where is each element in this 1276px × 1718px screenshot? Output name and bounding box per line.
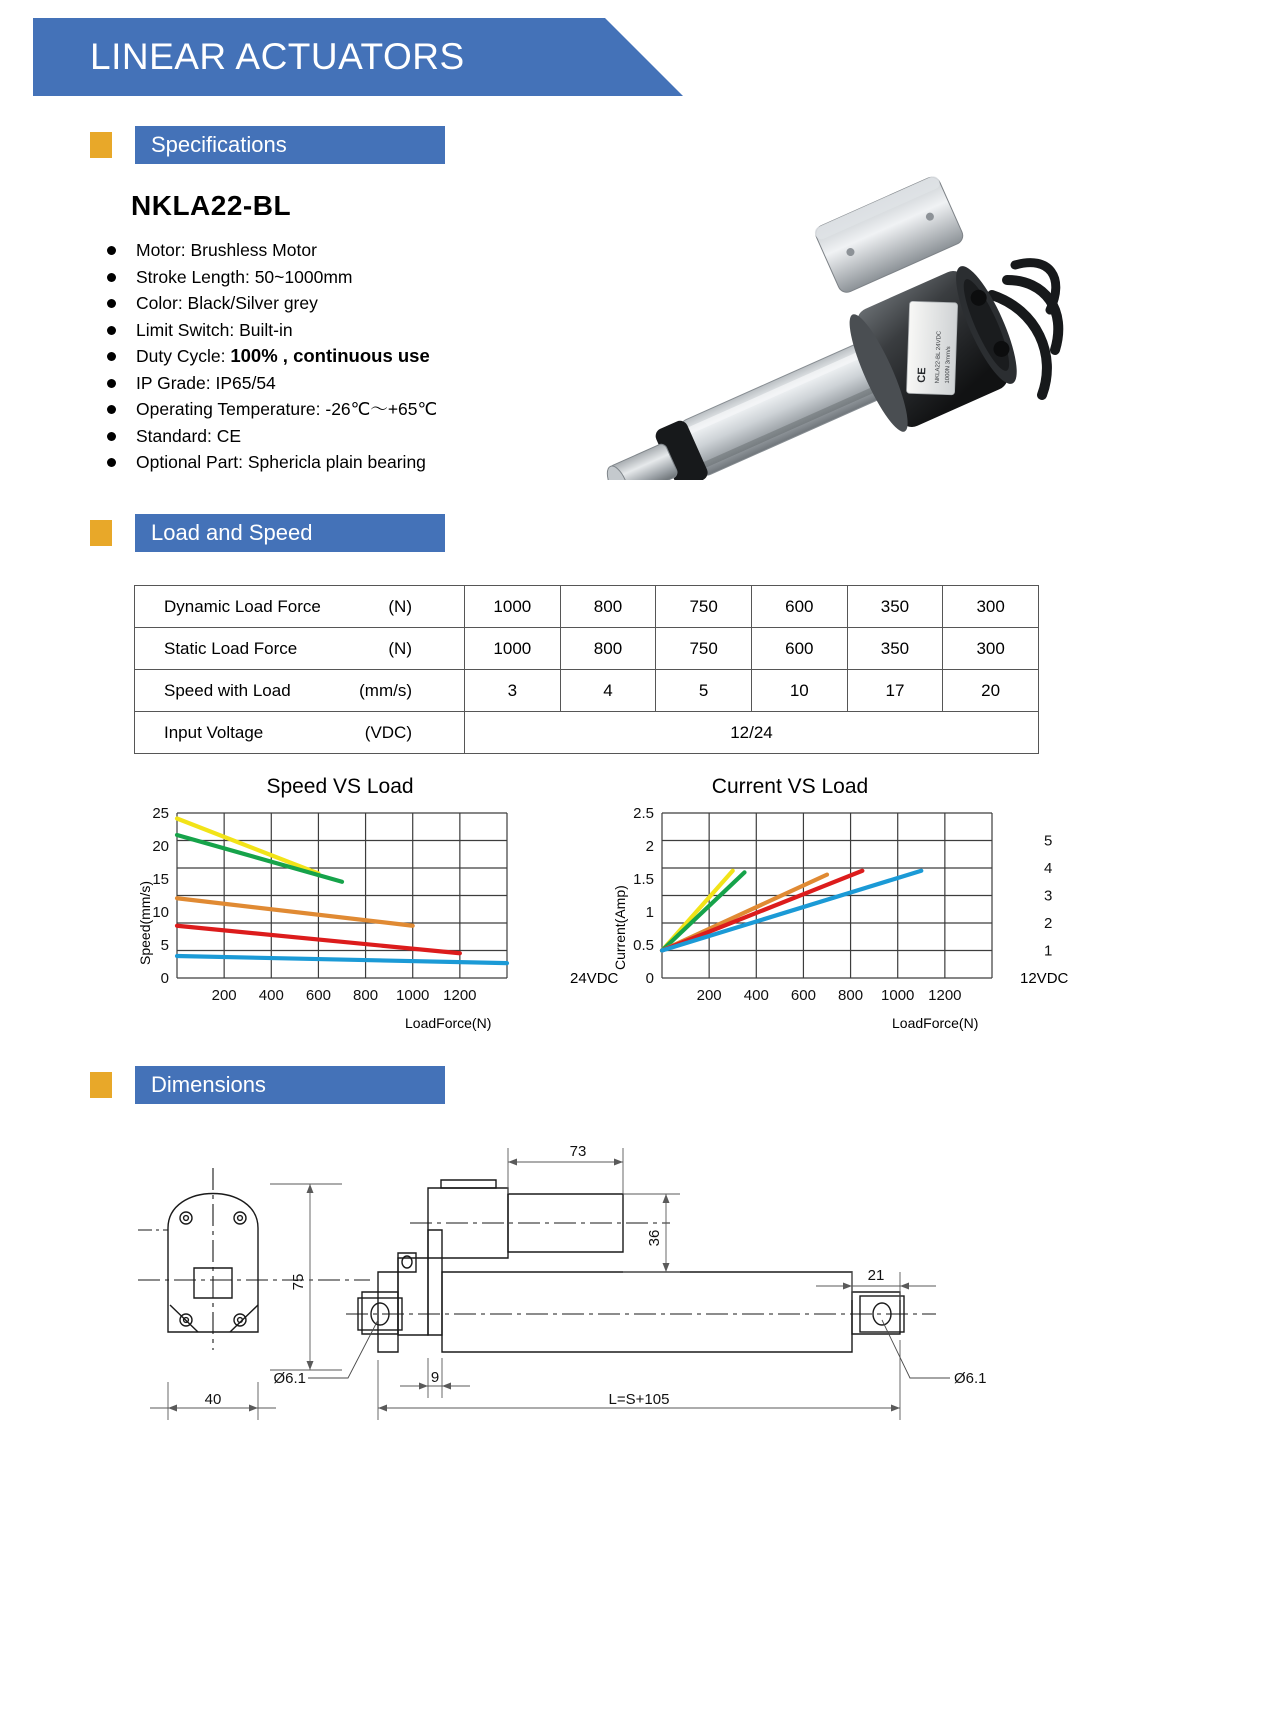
- page-title: LINEAR ACTUATORS: [90, 36, 465, 77]
- svg-text:1000N 3mm/s: 1000N 3mm/s: [944, 346, 953, 384]
- dim-label-hole-left: Ø6.1: [273, 1370, 306, 1387]
- table-cell: 750: [656, 586, 752, 628]
- chart-xtick-label: 1200: [928, 987, 962, 1004]
- chart-series-line: [662, 871, 921, 951]
- chart-ylabel-current: Current(Amp): [612, 885, 628, 970]
- chart-ytick-label: 25: [152, 805, 169, 822]
- chart-title-speed: Speed VS Load: [266, 775, 414, 798]
- spec-item-value: Brushless Motor: [190, 240, 317, 260]
- chart-series-line: [177, 898, 413, 926]
- product-model-name: NKLA22-BL: [131, 190, 292, 221]
- table-cell: 4: [560, 670, 656, 712]
- spec-item: [105, 264, 575, 291]
- table-cell: 800: [560, 586, 656, 628]
- chart-xtick-label: 800: [353, 987, 379, 1004]
- table-cell: 750: [656, 628, 752, 670]
- chart-left-voltage-label: 24VDC: [570, 970, 619, 987]
- spec-item-label: Stroke Length:: [136, 266, 255, 287]
- chart-ytick-label: 2: [645, 838, 654, 855]
- table-cell: 1000: [465, 586, 561, 628]
- spec-item: [105, 449, 575, 476]
- spec-item-value: 100% , continuous use: [230, 345, 430, 366]
- chart-xtick-label: 200: [696, 987, 722, 1004]
- table-row-unit: (N): [388, 638, 412, 658]
- dim-label-21: 21: [867, 1267, 885, 1284]
- chart-ytick-label: 0: [645, 970, 654, 987]
- spec-item-label: Standard:: [136, 425, 217, 446]
- dim-label-73: 73: [569, 1143, 587, 1160]
- chart-series-line: [177, 819, 318, 874]
- table-cell: 350: [847, 628, 943, 670]
- spec-item-label: Motor:: [136, 240, 191, 260]
- chart-xtick-label: 400: [258, 987, 284, 1004]
- dim-label-hole-right: Ø6.1: [954, 1370, 987, 1387]
- chart-xlabel-speed: LoadForce(N): [405, 1015, 492, 1031]
- section-heading-load-and-speed: [90, 514, 490, 552]
- spec-item-value: Built-in: [239, 319, 293, 340]
- table-cell-voltage: 12/24: [465, 712, 1039, 754]
- product-photo: [545, 160, 1090, 480]
- chart-ytick-label: 2.5: [633, 805, 654, 822]
- table-row-label: [135, 586, 465, 628]
- dimension-drawing: [110, 1120, 1170, 1480]
- spec-item: [105, 317, 575, 344]
- section-heading-specifications: [90, 126, 490, 164]
- spec-item-label: Duty Cycle:: [136, 346, 231, 366]
- table-row: [135, 628, 1039, 670]
- table-row-label: [135, 670, 465, 712]
- table-row-unit: (N): [388, 596, 412, 616]
- table-cell: 800: [560, 628, 656, 670]
- table-row-voltage: [135, 712, 1039, 754]
- table-cell: 1000: [465, 628, 561, 670]
- chart-ytick-label: 15: [152, 871, 169, 888]
- chart-series-line: [177, 835, 342, 882]
- bullet-square-icon: [90, 132, 112, 158]
- table-cell: 300: [943, 586, 1039, 628]
- spec-item: [105, 423, 575, 450]
- bullet-square-icon: [90, 520, 112, 546]
- section-label-dimensions: Dimensions: [151, 1072, 266, 1097]
- section-label-specifications: Specifications: [151, 132, 287, 157]
- chart-ytick-label: 1.5: [633, 871, 654, 888]
- section-heading-dimensions: [90, 1066, 490, 1104]
- table-cell: 3: [465, 670, 561, 712]
- table-row: [135, 670, 1039, 712]
- spec-item-label: IP Grade:: [136, 372, 216, 393]
- chart-xtick-label: 400: [743, 987, 769, 1004]
- chart-xtick-label: 800: [838, 987, 864, 1004]
- specifications-list: [105, 237, 575, 476]
- table-row: [135, 586, 1039, 628]
- section-bar-specifications: [135, 126, 445, 164]
- chart-ytick-label-right: 4: [1044, 860, 1053, 877]
- table-cell: 5: [656, 670, 752, 712]
- chart-ytick-label-right: 2: [1044, 915, 1053, 932]
- spec-item-value: IP65/54: [215, 372, 276, 393]
- chart-ytick-label: 10: [152, 904, 169, 921]
- section-bar-load-and-speed: [135, 514, 445, 552]
- chart-right-voltage-label: 12VDC: [1020, 970, 1069, 987]
- table-cell: 10: [751, 670, 847, 712]
- chart-ytick-label: 20: [152, 838, 169, 855]
- chart-title-current: Current VS Load: [711, 775, 869, 798]
- chart-plot-current: [580, 805, 1080, 1015]
- chart-ytick-label: 0: [160, 970, 169, 987]
- spec-item-label: Optional Part:: [136, 452, 248, 472]
- spec-item: [105, 396, 575, 423]
- spec-item-value: 50~1000mm: [254, 266, 353, 287]
- chart-xtick-label: 600: [790, 987, 816, 1004]
- chart-ytick-label-right: 3: [1044, 887, 1053, 905]
- chart-ytick-label-right: 5: [1044, 832, 1053, 850]
- chart-speed-vs-load: [115, 775, 565, 1040]
- spec-item-value: Black/Silver grey: [187, 293, 318, 313]
- bullet-square-icon: [90, 1072, 112, 1098]
- table-row-label: [135, 712, 465, 754]
- spec-item-label: Operating Temperature:: [136, 399, 326, 419]
- table-row-name: Static Load Force: [164, 638, 298, 658]
- spec-item: [105, 343, 575, 370]
- load-speed-table: [134, 585, 1039, 754]
- table-row-label: [135, 628, 465, 670]
- dim-label-75: 75: [290, 1273, 307, 1291]
- svg-text:NKLA22-BL 24VDC: NKLA22-BL 24VDC: [934, 330, 943, 384]
- chart-xtick-label: 1000: [881, 987, 915, 1004]
- table-cell: 17: [847, 670, 943, 712]
- table-row-name: Dynamic Load Force: [164, 596, 321, 616]
- dim-label-total-length: L=S+105: [608, 1391, 670, 1408]
- chart-ytick-label: 0.5: [633, 937, 654, 954]
- table-cell: 20: [943, 670, 1039, 712]
- spec-item: [105, 237, 575, 264]
- chart-ytick-label: 5: [160, 937, 169, 954]
- table-cell: 350: [847, 586, 943, 628]
- chart-ytick-label: 1: [645, 904, 654, 921]
- chart-xtick-label: 1000: [396, 987, 430, 1004]
- table-row-unit: (VDC): [364, 722, 412, 742]
- chart-xtick-label: 200: [211, 987, 237, 1004]
- svg-text:CE: CE: [915, 367, 929, 383]
- chart-xtick-label: 1200: [443, 987, 477, 1004]
- spec-item: [105, 370, 575, 397]
- chart-xtick-label: 600: [305, 987, 331, 1004]
- page-banner: [33, 18, 683, 96]
- dim-label-9: 9: [430, 1369, 440, 1386]
- chart-series-line: [662, 871, 862, 951]
- table-cell: 600: [751, 586, 847, 628]
- table-cell: 600: [751, 628, 847, 670]
- spec-item-value: -26℃～+65℃: [325, 399, 438, 419]
- chart-xlabel-current: LoadForce(N): [892, 1015, 979, 1031]
- chart-ytick-label-right: 1: [1044, 942, 1053, 960]
- table-row-unit: (mm/s): [359, 680, 412, 700]
- table-cell: 300: [943, 628, 1039, 670]
- table-row-name: Speed with Load: [164, 680, 291, 700]
- dim-label-36: 36: [646, 1229, 663, 1247]
- spec-item: [105, 290, 575, 317]
- table-row-name: Input Voltage: [164, 722, 264, 742]
- chart-series-line: [177, 956, 507, 963]
- spec-item-value: CE: [216, 425, 242, 446]
- spec-item-label: Limit Switch:: [136, 319, 240, 340]
- spec-item-label: Color:: [136, 293, 188, 313]
- chart-current-vs-load: [570, 775, 1080, 1040]
- chart-ylabel-speed: Speed(mm/s): [137, 880, 153, 965]
- section-bar-dimensions: [135, 1066, 445, 1104]
- section-label-load-and-speed: Load and Speed: [151, 520, 313, 545]
- dim-label-40: 40: [204, 1391, 222, 1408]
- chart-plot-speed: [115, 805, 565, 1015]
- spec-item-value: Sphericla plain bearing: [247, 452, 426, 472]
